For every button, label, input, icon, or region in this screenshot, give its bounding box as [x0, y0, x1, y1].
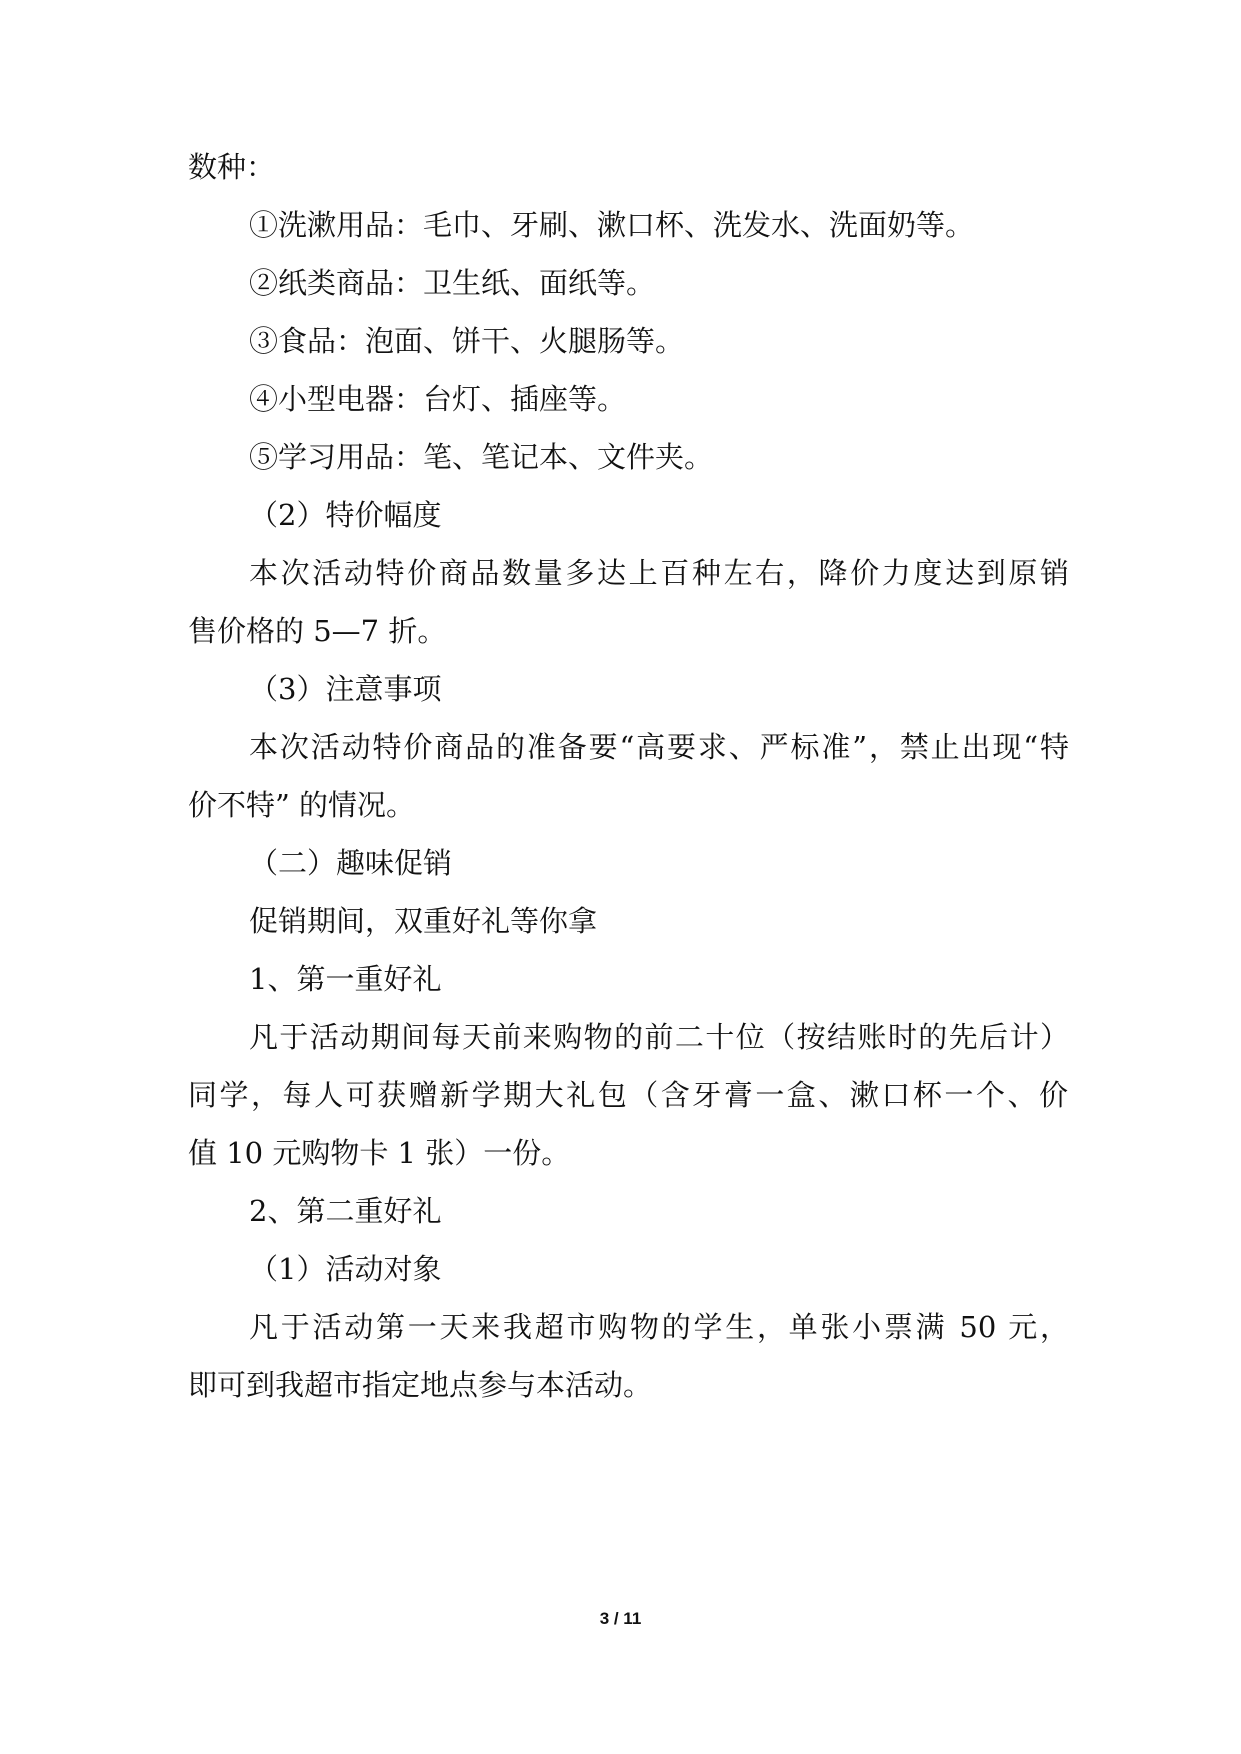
text-line: 数种： — [188, 150, 276, 184]
text-line: ⑤学习用品：笔、笔记本、文件夹。 — [249, 440, 714, 474]
text-line: 本次活动特价商品的准备要“高要求、严标准”，禁止出现“特 — [249, 730, 1069, 764]
text-line: 同学，每人可获赠新学期大礼包（含牙膏一盒、漱口杯一个、价 — [188, 1078, 1068, 1112]
text-line: 值 10 元购物卡 1 张）一份。 — [188, 1136, 571, 1170]
text-line: ①洗漱用品：毛巾、牙刷、漱口杯、洗发水、洗面奶等。 — [249, 208, 975, 242]
text-line: 本次活动特价商品数量多达上百种左右，降价力度达到原销 — [249, 556, 1069, 590]
text-line: ②纸类商品：卫生纸、面纸等。 — [249, 266, 656, 300]
text-line: 凡于活动期间每天前来购物的前二十位（按结账时的先后计） — [249, 1020, 1069, 1054]
section-heading: 2、第二重好礼 — [249, 1194, 442, 1228]
section-heading: （1）活动对象 — [249, 1252, 442, 1286]
page-number: 3 / 11 — [599, 1609, 642, 1628]
text-line: 即可到我超市指定地点参与本活动。 — [188, 1368, 653, 1402]
text-line: 价不特” 的情况。 — [188, 788, 416, 822]
text-line: ③食品：泡面、饼干、火腿肠等。 — [249, 324, 685, 358]
section-heading: （2）特价幅度 — [249, 498, 442, 532]
text-line: 凡于活动第一天来我超市购物的学生，单张小票满 50 元， — [249, 1310, 1069, 1344]
text-line: ④小型电器：台灯、插座等。 — [249, 382, 627, 416]
section-heading: 1、第一重好礼 — [249, 962, 442, 996]
section-heading: （3）注意事项 — [249, 672, 442, 706]
text-line: 促销期间，双重好礼等你拿 — [249, 904, 598, 938]
text-line: 售价格的 5—7 折。 — [188, 614, 447, 648]
section-heading: （二）趣味促销 — [249, 846, 453, 880]
